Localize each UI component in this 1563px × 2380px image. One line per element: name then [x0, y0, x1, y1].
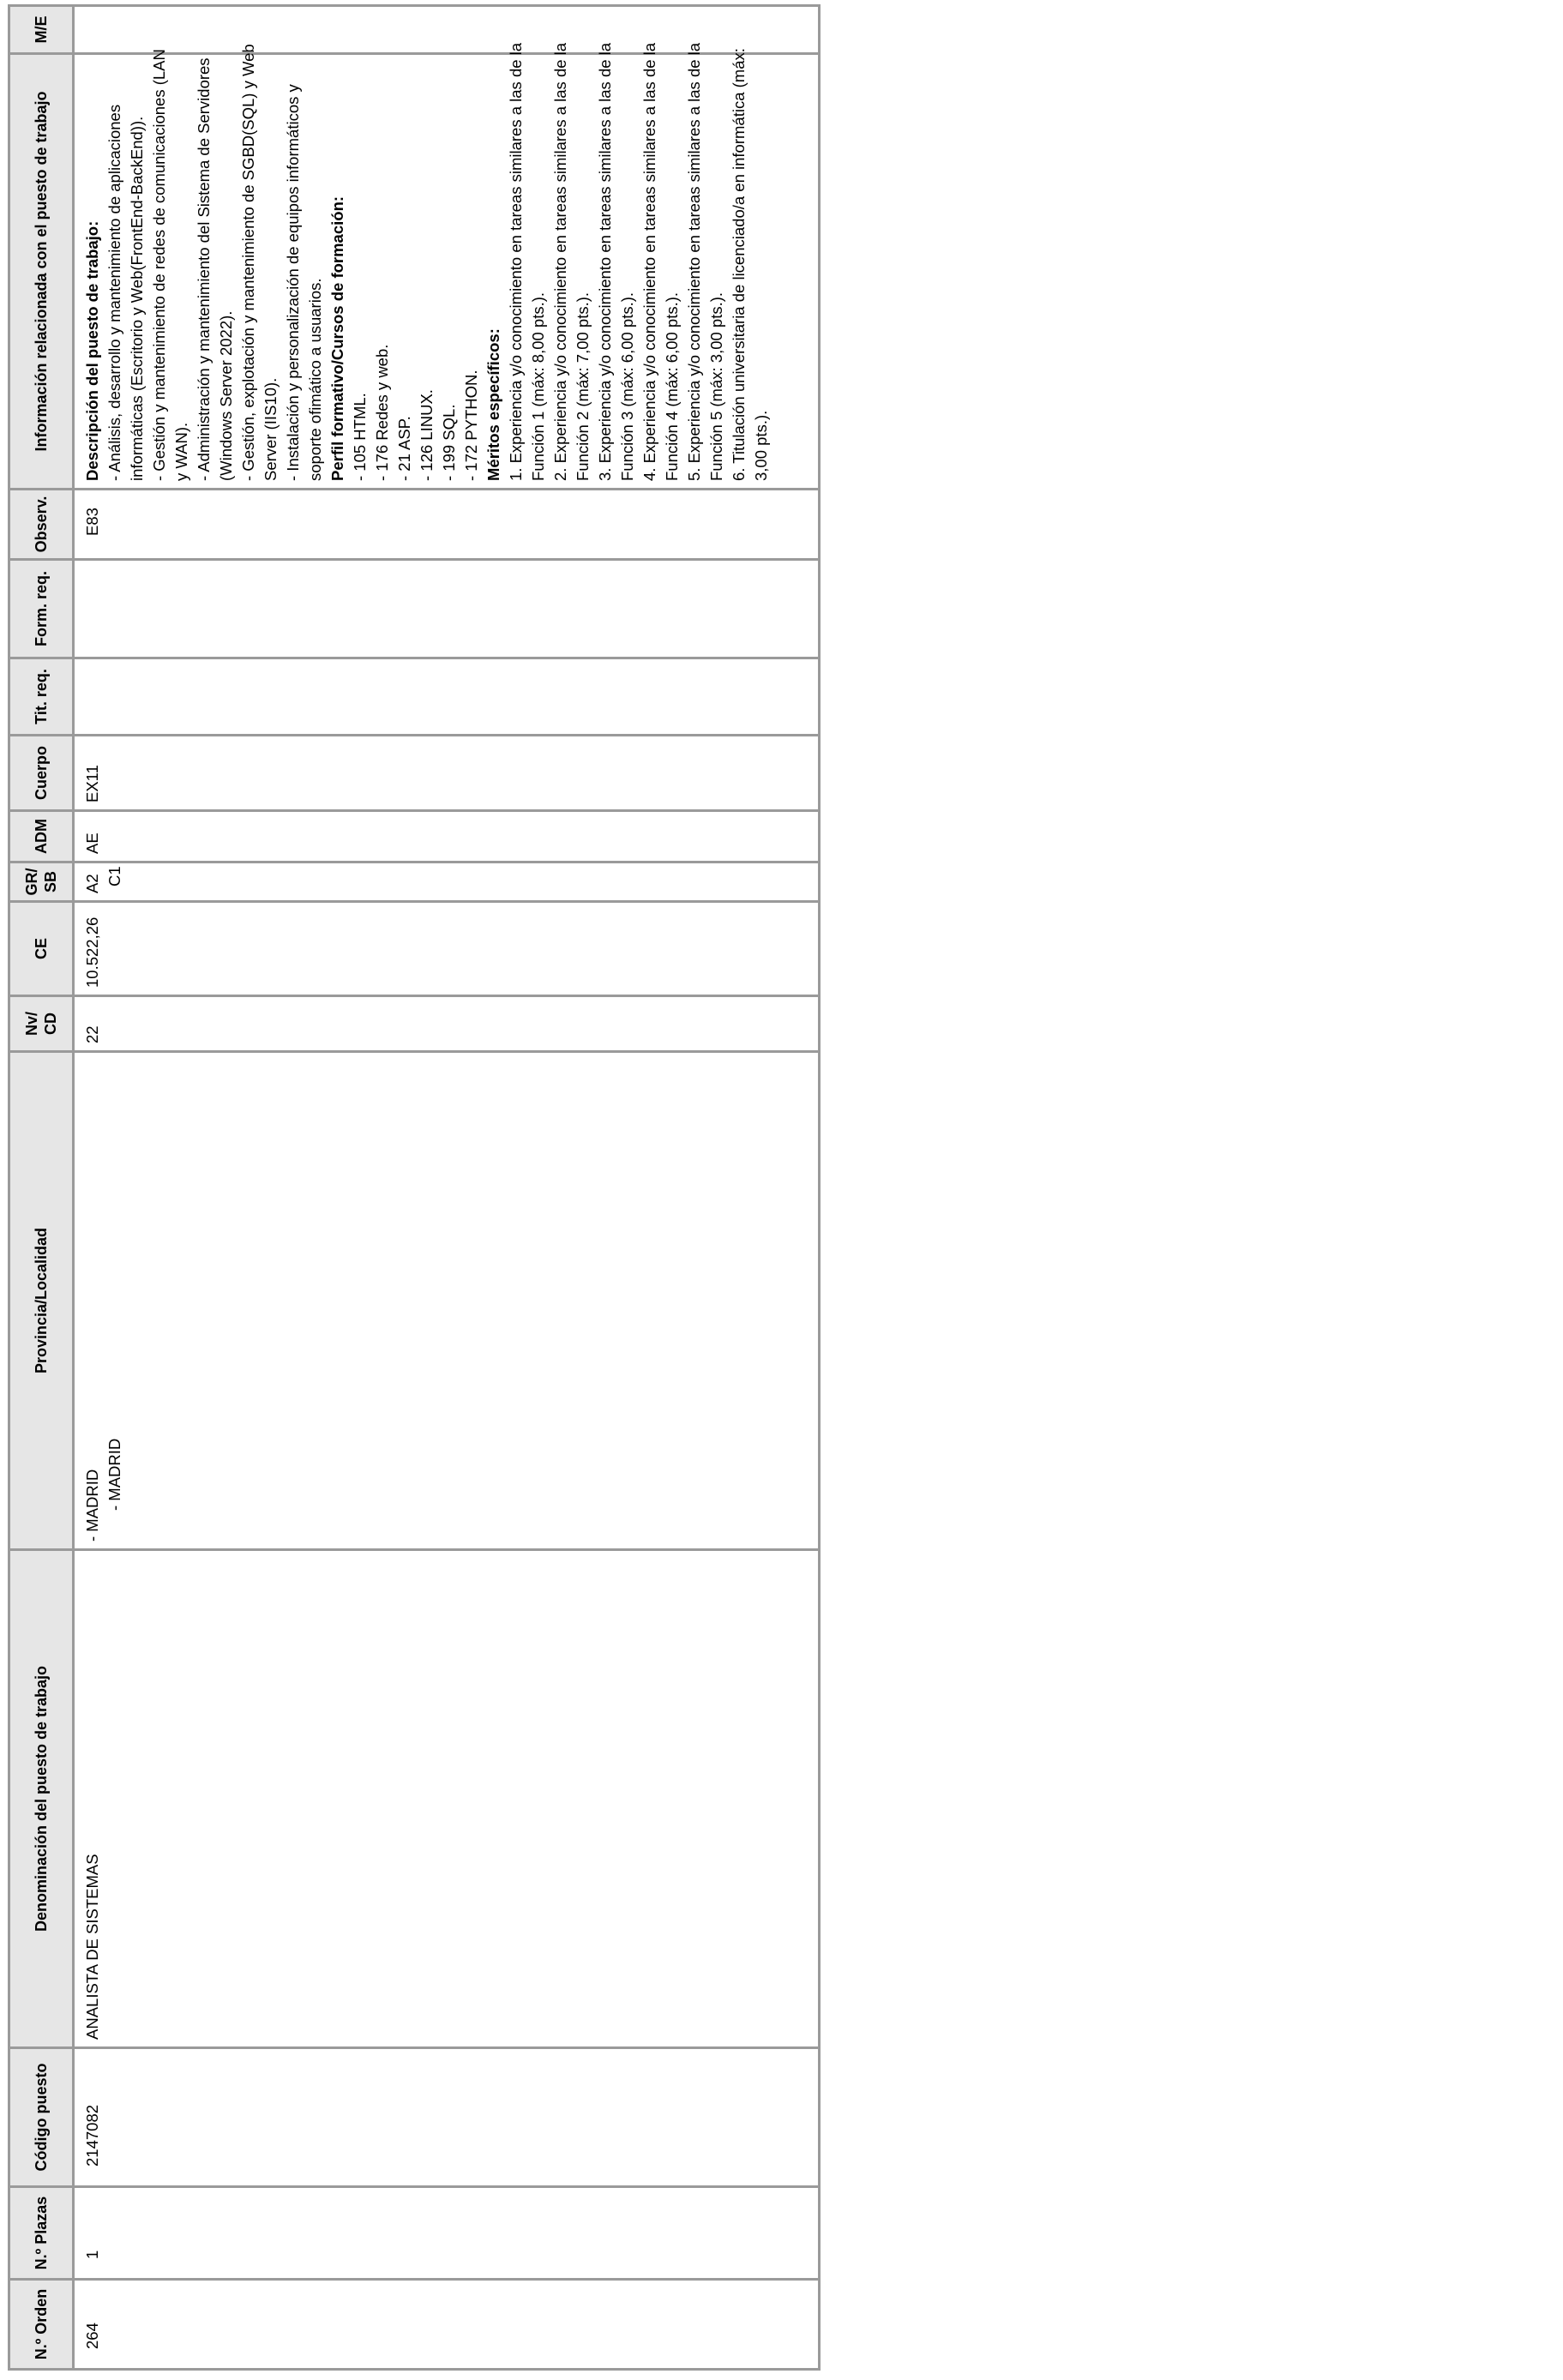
cell-grsb — [74, 862, 820, 902]
info-line: Función 4 (máx: 6,00 pts.). — [663, 291, 681, 481]
cell-cuerpo: EX11 — [74, 736, 820, 811]
cell-titreq — [74, 658, 820, 736]
header-me: M/E — [9, 6, 74, 54]
info-line: - Análisis, desarrollo y mantenimiento de aplicaciones — [105, 104, 123, 481]
info-section-heading: Descripción del puesto de trabajo: — [83, 220, 101, 481]
info-line: 2. Experiencia y/o conocimiento en tareas similares a las de la — [551, 42, 569, 481]
header-nvcd-top: Nv/ — [23, 1012, 40, 1037]
cell-orden: 264 — [74, 2280, 820, 2370]
cell-info — [74, 42, 820, 490]
header-formreq: Form. req. — [9, 560, 74, 658]
header-codigo: Código puesto — [9, 2048, 74, 2187]
info-line: - 105 HTML. — [351, 393, 369, 481]
info-line: - 199 SQL. — [440, 404, 458, 481]
cell-sb: C1 — [105, 866, 123, 886]
job-positions-table — [8, 4, 821, 2371]
header-observ: Observ. — [9, 490, 74, 560]
header-provincia: Provincia/Localidad — [9, 1052, 74, 1550]
info-line: - 172 PYTHON. — [462, 370, 480, 481]
info-line: 3,00 pts.). — [752, 410, 770, 481]
cell-provincia: - MADRID — [83, 1469, 101, 1542]
info-line: - Administración y mantenimiento del Sistema de Servidores — [195, 57, 213, 481]
info-line: - Gestión, explotación y mantenimiento de SGBD(SQL) y Web — [239, 44, 257, 481]
cell-denominacion: ANALISTA DE SISTEMAS — [74, 1550, 820, 2048]
cell-provincia-localidad — [74, 1052, 820, 1550]
info-lines — [81, 42, 772, 481]
cell-ce: 10.522,26 — [74, 902, 820, 996]
header-nvcd — [9, 996, 74, 1052]
header-denominacion: Denominación del puesto de trabajo — [9, 1550, 74, 2048]
header-plazas: N.º Plazas — [9, 2187, 74, 2280]
info-line: - 21 ASP. — [395, 416, 413, 481]
info-section-heading: Perfil formativo/Cursos de formación: — [328, 195, 346, 481]
info-line: Función 3 (máx: 6,00 pts.). — [618, 291, 636, 481]
cell-plazas: 1 — [74, 2187, 820, 2280]
info-line: Función 1 (máx: 8,00 pts.). — [529, 291, 547, 481]
cell-codigo: 2147082 — [74, 2048, 820, 2187]
info-line: soporte ofimático a usuarios. — [306, 278, 324, 481]
cell-adm: AE — [74, 811, 820, 862]
header-grsb — [9, 862, 74, 902]
cell-localidad: - MADRID — [105, 1438, 123, 1511]
info-line: - 176 Redes y web. — [373, 344, 391, 481]
info-line: 5. Experiencia y/o conocimiento en tareas similares a las de la — [685, 42, 703, 481]
cell-formreq — [74, 560, 820, 658]
info-line: 3. Experiencia y/o conocimiento en tareas similares a las de la — [596, 42, 614, 481]
info-line: - 126 LINUX. — [418, 389, 436, 481]
info-line: y WAN). — [172, 422, 190, 481]
header-row — [9, 6, 74, 2370]
info-line: Función 5 (máx: 3,00 pts.). — [707, 291, 725, 481]
rotated-table-sheet — [8, 7, 821, 2371]
cell-me — [74, 6, 820, 54]
info-line: 6. Titulación universitaria de licenciado/a en informática (máx: — [730, 48, 748, 481]
cell-observ: E83 — [74, 490, 820, 560]
cell-gr: A2 — [83, 874, 101, 893]
info-line: informáticas (Escritorio y Web(FrontEnd-BackEnd)). — [128, 116, 146, 481]
info-line: (Windows Server 2022). — [217, 310, 235, 481]
info-line: Server (IIS10). — [262, 377, 280, 481]
info-line: - Instalación y personalización de equipos informáticos y — [284, 84, 302, 481]
header-titreq: Tit. req. — [9, 658, 74, 736]
header-grsb-bottom: SB — [42, 871, 59, 893]
header-adm: ADM — [9, 811, 74, 862]
header-info: Información relacionada con el puesto de trabajo — [9, 54, 74, 490]
header-cuerpo: Cuerpo — [9, 736, 74, 811]
info-line: - Gestión y mantenimiento de redes de comunicaciones (LAN — [150, 49, 168, 481]
info-line: Función 2 (máx: 7,00 pts.). — [574, 291, 592, 481]
info-line: 1. Experiencia y/o conocimiento en tareas similares a las de la — [507, 42, 525, 481]
info-line: 4. Experiencia y/o conocimiento en tareas similares a las de la — [640, 42, 658, 481]
info-section-heading: Méritos específicos: — [484, 328, 502, 481]
header-orden: N.º Orden — [9, 2280, 74, 2370]
header-ce: CE — [9, 902, 74, 996]
header-nvcd-bottom: CD — [42, 1013, 59, 1035]
header-grsb-top: GR/ — [23, 868, 40, 896]
table-row — [74, 6, 820, 2370]
cell-nvcd: 22 — [74, 996, 820, 1052]
